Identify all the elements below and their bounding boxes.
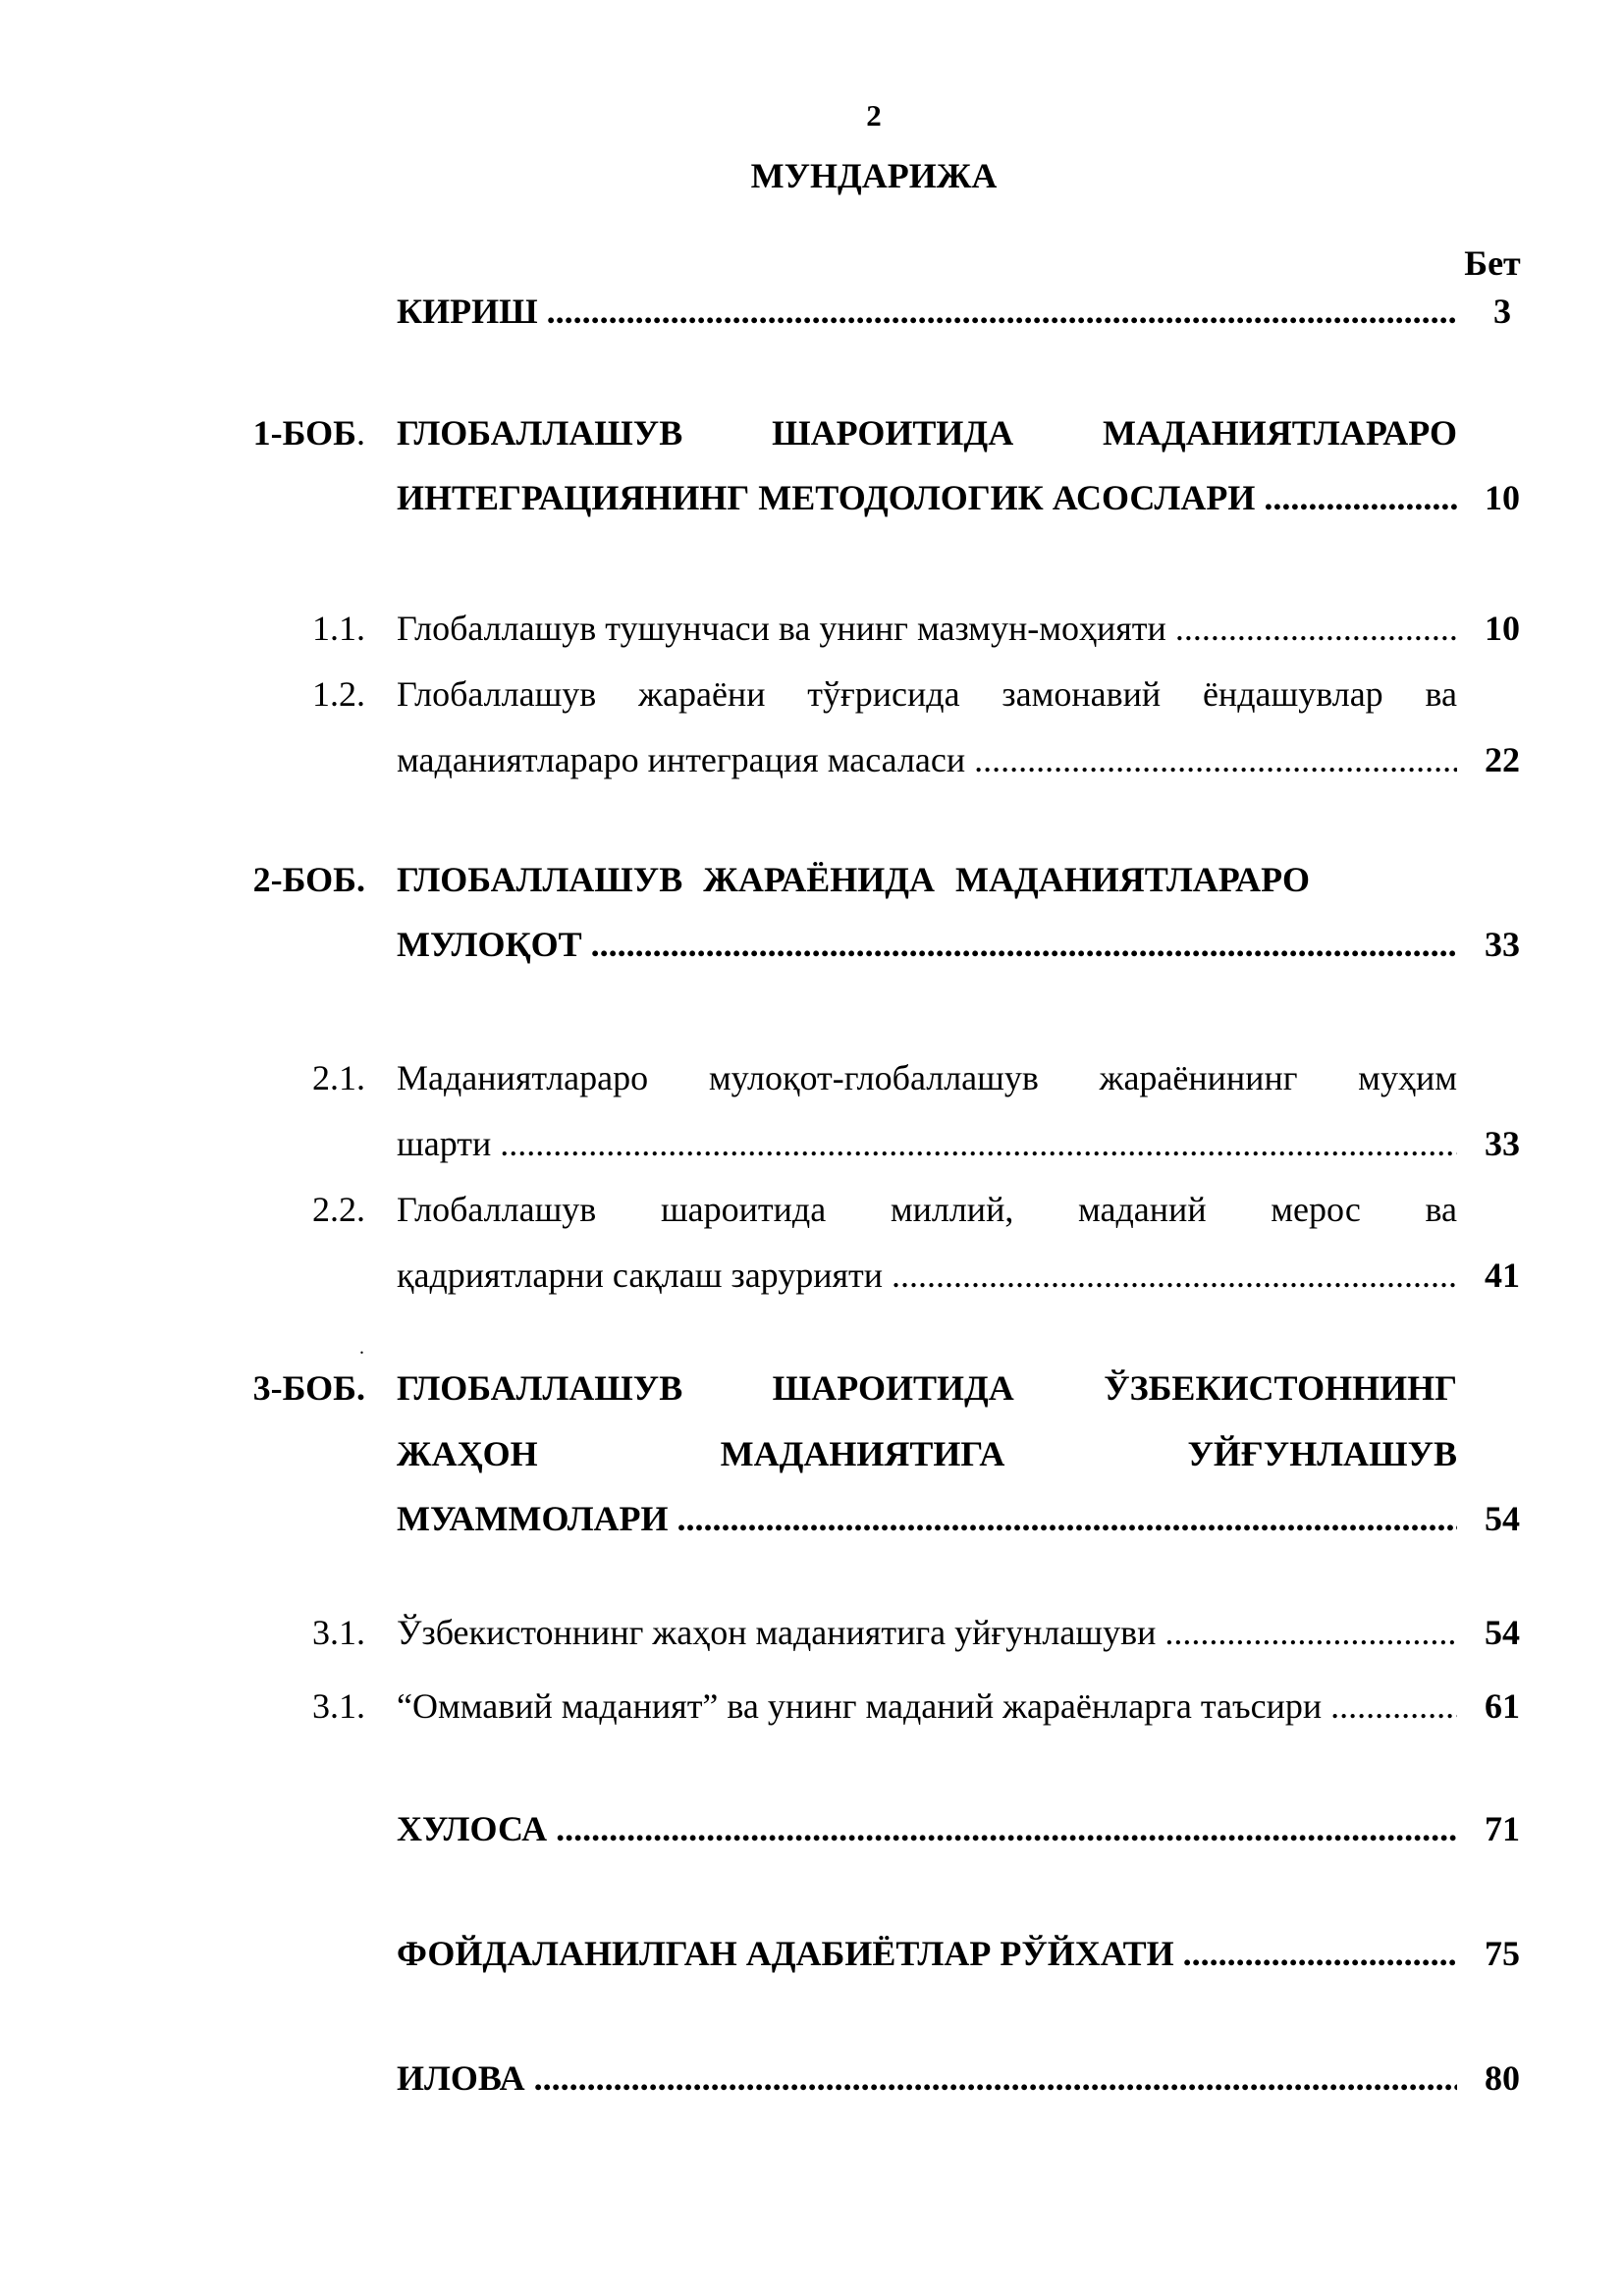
chapter-2-label: 2-БОБ. [252, 860, 365, 899]
page-column-header: Бет [1464, 243, 1521, 283]
toc-title: МУНДАРИЖА [750, 156, 998, 195]
section-3-2-label: 3.1. [312, 1686, 365, 1726]
section-3-1-label: 3.1. [312, 1613, 365, 1652]
chapter-3-label: 3-БОБ. [252, 1368, 365, 1408]
section-2-1-title-line-1[interactable]: Маданиятлараро мулоқот-глобаллашув жараёнининг муҳим [397, 1058, 1457, 1097]
chapter-2-page: 33 [1485, 925, 1520, 964]
chapter-3-title-line-3[interactable]: МУАММОЛАРИ ..... [397, 1499, 1457, 1538]
section-1-2-page: 22 [1485, 740, 1520, 779]
section-1-1-label: 1.1. [312, 609, 365, 648]
section-1-1-page: 10 [1485, 609, 1520, 648]
toc-page-conclusion: 71 [1485, 1809, 1520, 1848]
toc-page-intro: 3 [1493, 292, 1511, 331]
section-2-2-title-line-1[interactable]: Глобаллашув шароитида миллий, маданий мерос ва [397, 1190, 1457, 1229]
stray-dot: . [359, 1337, 364, 1359]
chapter-3-title-line-2[interactable]: ЖАҲОН МАДАНИЯТИГА УЙҒУНЛАШУВ [397, 1434, 1457, 1473]
section-1-1-title[interactable]: Глобаллашув тушунчаси ва унинг мазмун-моҳияти ..... [397, 609, 1457, 648]
section-3-1-page: 54 [1485, 1613, 1520, 1652]
toc-entry-conclusion[interactable]: ХУЛОСА ..... [397, 1809, 1457, 1848]
chapter-1-title-line-2[interactable]: ИНТЕГРАЦИЯНИНГ МЕТОДОЛОГИК АСОСЛАРИ ..... [397, 478, 1457, 517]
chapter-3-title-line-1[interactable]: ГЛОБАЛЛАШУВ ШАРОИТИДА ЎЗБЕКИСТОННИНГ [397, 1368, 1457, 1408]
section-2-1-label: 2.1. [312, 1058, 365, 1097]
toc-page-references: 75 [1485, 1934, 1520, 1973]
chapter-2-title-line-2[interactable]: МУЛОҚОТ ..... [397, 925, 1457, 964]
section-2-2-page: 41 [1485, 1255, 1520, 1295]
chapter-3-page: 54 [1485, 1499, 1520, 1538]
toc-entry-appendix[interactable]: ИЛОВА ..... [397, 2058, 1457, 2098]
toc-page-appendix: 80 [1485, 2058, 1520, 2098]
chapter-2-title-line-1[interactable]: ГЛОБАЛЛАШУВ ЖАРАЁНИДА МАДАНИЯТЛАРАРО [397, 860, 1310, 899]
chapter-1-label: 1-БОБ. [252, 413, 365, 453]
section-2-2-title-line-2[interactable]: қадриятларни сақлаш зарурияти ..... [397, 1255, 1457, 1295]
toc-entry-references[interactable]: ФОЙДАЛАНИЛГАН АДАБИЁТЛАР РЎЙХАТИ ..... [397, 1934, 1457, 1973]
section-1-2-label: 1.2. [312, 674, 365, 714]
section-3-1-title[interactable]: Ўзбекистоннинг жаҳон маданиятига уйғунлашуви ..... [397, 1613, 1457, 1652]
section-3-2-title[interactable]: “Оммавий маданият” ва унинг маданий жараёнларга таъсири ..... [397, 1686, 1457, 1726]
section-1-2-title-line-2[interactable]: маданиятлараро интеграция масаласи ..... [397, 740, 1457, 779]
toc-entry-intro[interactable]: КИРИШ ..... [397, 292, 1457, 331]
section-1-2-title-line-1[interactable]: Глобаллашув жараёни тўғрисида замонавий ёндашувлар ва [397, 674, 1457, 714]
page-number: 2 [866, 98, 882, 133]
section-2-1-page: 33 [1485, 1124, 1520, 1163]
chapter-1-page: 10 [1485, 478, 1520, 517]
chapter-1-title-line-1[interactable]: ГЛОБАЛЛАШУВ ШАРОИТИДА МАДАНИЯТЛАРАРО [397, 413, 1457, 453]
section-2-2-label: 2.2. [312, 1190, 365, 1229]
section-3-2-page: 61 [1485, 1686, 1520, 1726]
section-2-1-title-line-2[interactable]: шарти ..... [397, 1124, 1457, 1163]
